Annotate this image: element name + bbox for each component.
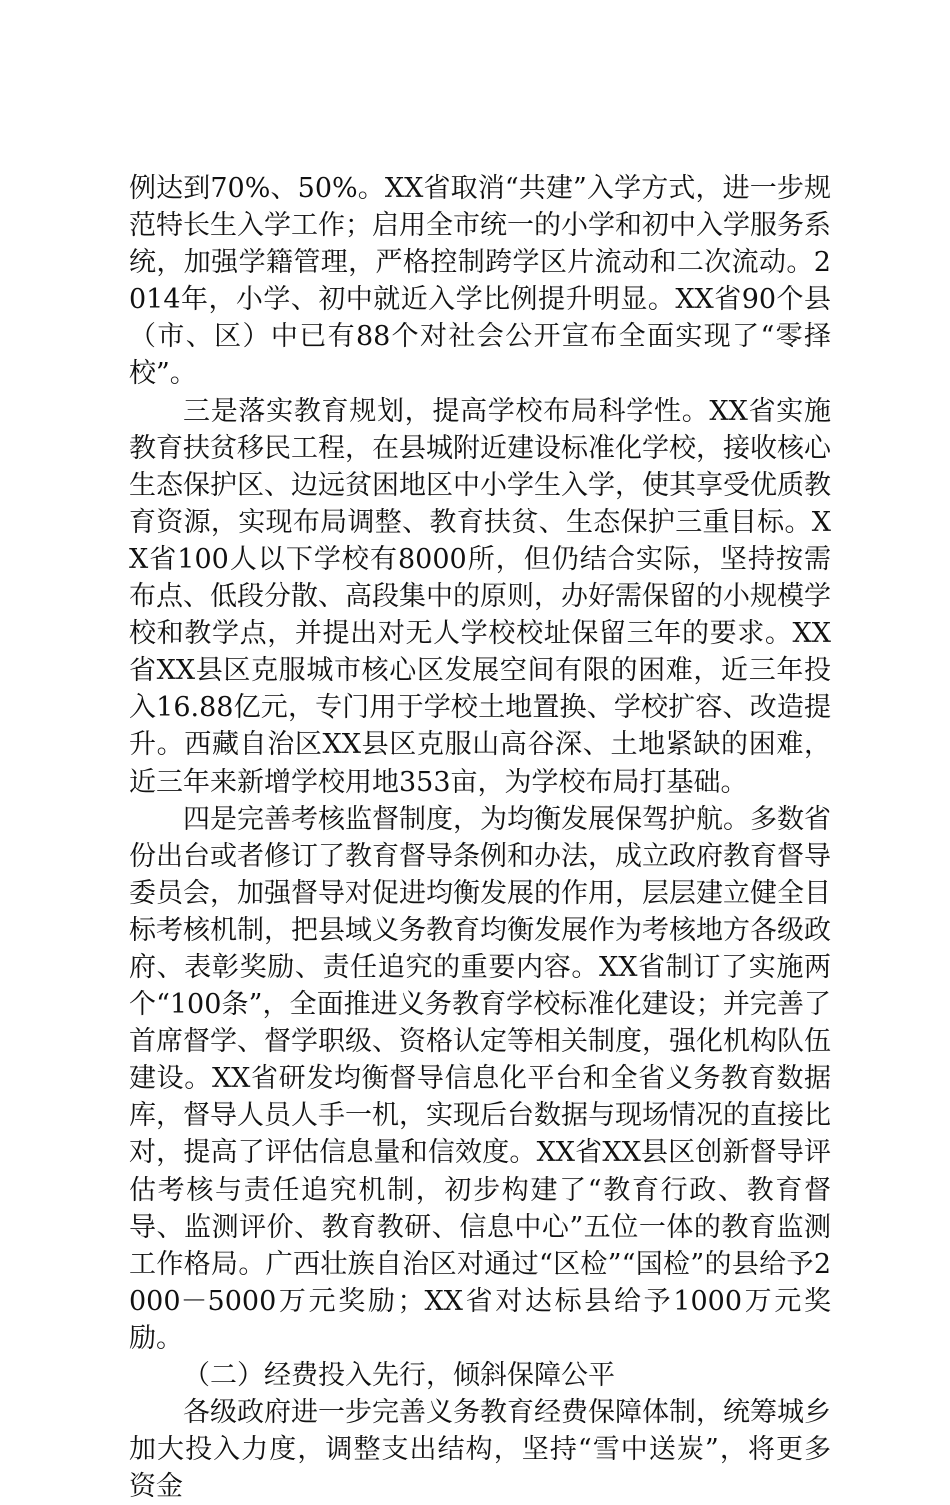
paragraph-supervision: 四是完善考核监督制度，为均衡发展保驾护航。多数省份出台或者修订了教育督导条例和办法，成立政府教育督导委员会，加强督导对促进均衡发展的作用，层层建立健全目标考核机制，把县域义务教育均衡发展作为考核地方各级政府、表彰奖励、责任追究的重要内容。XX省制订了实施两个“100条”，全面推进义务教育学校标准化建设；并完善了首席督学、督学职级、资格认定等相关制度，强化机构队伍建设。XX省研发均衡督导信息化平台和全省义务教育数据库，督导人员人手一机，实现后台数据与现场情况的直接比对，提高了评估信息量和信效度。XX省XX县区创新督导评估考核与责任追究机制，初步构建了“教育行政、教育督导、监测评价、教育教研、信息中心”五位一体的教育监测工作格局。广西壮族自治区对通过“区检”“国检”的县给予2000－5000万元奖励；XX省对达标县给予1000万元奖励。 [129, 803, 831, 1354]
paragraph-funding: 各级政府进一步完善义务教育经费保障体制，统筹城乡加大投入力度，调整支出结构，坚持“雪中送炭”，将更多资金 [129, 1397, 831, 1503]
section-heading-funding: （二）经费投入先行，倾斜保障公平 [183, 1360, 615, 1391]
paragraph-school-layout: 三是落实教育规划，提高学校布局科学性。XX省实施教育扶贫移民工程，在县城附近建设标准化学校，接收核心生态保护区、边远贫困地区中小学生入学，使其享受优质教育资源，实现布局调整、教育扶贫、生态保护三重目标。XX省100人以下学校有8000所，但仍结合实际，坚持按需布点、低段分散、高段集中的原则，办好需保留的小规模学校和教学点，并提出对无人学校校址保留三年的要求。XX省XX县区克服城市核心区发展空间有限的困难，近三年投入16.88亿元，专门用于学校土地置换、学校扩容、改造提升。西藏自治区XX县区克服山高谷深、土地紧缺的困难，近三年来新增学校用地353亩，为学校布局打基础。 [129, 395, 831, 798]
paragraph-enrollment: 例达到70%、50%。XX省取消“共建”入学方式，进一步规范特长生入学工作；启用全市统一的小学和初中入学服务系统，加强学籍管理，严格控制跨学区片流动和二次流动。2014年，小学、初中就近入学比例提升明显。XX省90个县（市、区）中已有88个对社会公开宣布全面实现了“零择校”。 [129, 173, 831, 390]
document-body [129, 170, 831, 1505]
